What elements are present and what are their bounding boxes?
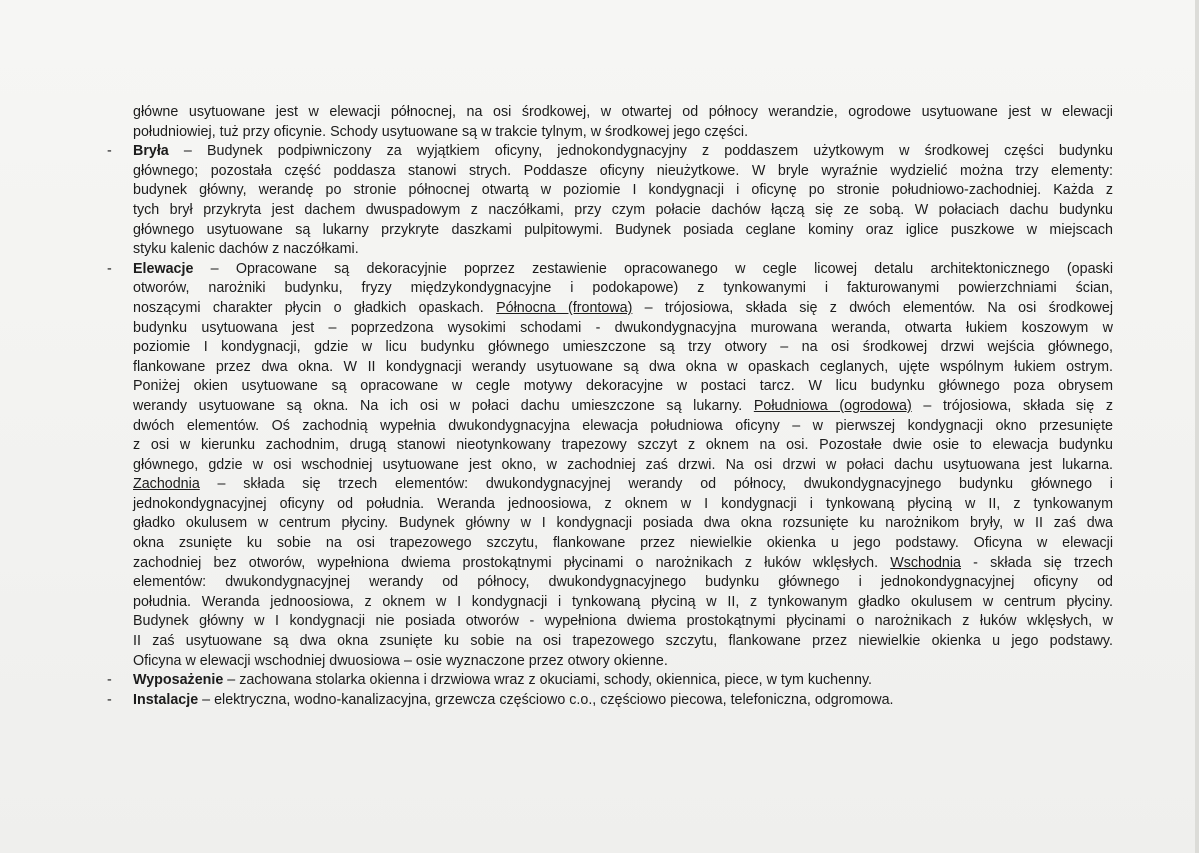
- text-line: [107, 612, 1113, 632]
- text-line: [107, 201, 1113, 221]
- text-run: II zaś usytuowane są dwa okna zsunięte ku sobie na osi trapezowego szczytu, flankowane przez niewielkie okienka u jego podstawy.: [133, 633, 1113, 650]
- text-run: – zachowana stolarka okienna i drzwiowa wraz z okuciami, schody, okiennica, piece, w tym kuchenny.: [223, 672, 873, 689]
- bullet-dash: -: [107, 691, 112, 708]
- text-line: [107, 417, 1113, 437]
- section-elewacje: [107, 260, 1113, 671]
- document-body: [107, 103, 1113, 710]
- text-line: [107, 260, 1113, 280]
- subheading-underlined: Zachodnia: [133, 476, 200, 493]
- bullet-dash: -: [107, 143, 112, 160]
- text-run: dwóch elementów. Oś zachodnią wypełnia dwukondygnacyjna elewacja południowa oficyny – w pierwszej kondygnacji okno przesunięte: [133, 417, 1113, 434]
- text-run: – elektryczna, wodno-kanalizacyjna, grzewcza częściowo c.o., częściowo piecowa, telefoniczna, odgromowa.: [198, 691, 894, 708]
- text-run: poziomie I kondygnacji, gdzie w licu budynku głównego umieszczone są trzy otwory – na osi środkowej drzwi wejścia głównego,: [133, 339, 1113, 356]
- text-run: głównego usytuowane są lukarny przykryte daszkami pulpitowymi. Budynek posiada ceglane kominy oraz iglice puszkowe w miejscach: [133, 221, 1113, 238]
- text-run: zachodniej bez otworów, wypełniona dwiema prostokątnymi płycinami o narożnikach z łuków wklęsłych.: [133, 554, 891, 571]
- text-line: [107, 142, 1113, 162]
- text-run: głównego; pozostała część poddasza stanowi strych. Poddasze oficyny nieużytkowe. W bryle wyraźnie wydzielić można trzy elementy:: [133, 162, 1113, 179]
- text-run: Poniżej okien usytuowane są opracowane w cegle motywy dekoracyjne w postaci tarcz. W licu budynku głównego poza obrysem: [133, 378, 1113, 395]
- section-wyposa-enie: [107, 671, 1113, 691]
- text-run: Budynek główny w I kondygnacji nie posiada otworów - wypełniona dwiema prostokątnymi płycinami o narożnikach z łuków wklęsłych, w: [133, 613, 1113, 630]
- text-line: [107, 495, 1113, 515]
- section-heading: Wyposażenie: [133, 672, 224, 689]
- text-run: głównego, gdzie w osi wschodniej usytuowane jest okno, w zachodniej zaś drzwi. Na osi drzwi w połaci dachu usytuowana jest lukarna.: [133, 456, 1113, 473]
- subheading-underlined: Wschodnia: [890, 554, 961, 571]
- text-line: [107, 475, 1113, 495]
- text-line: południowiej, tuż przy oficynie. Schody usytuowane są w trakcie tylnym, w środkowej jego części.: [133, 123, 749, 140]
- text-run: – Budynek podpiwniczony za wyjątkiem oficyny, jednokondygnacyjny z poddaszem użytkowym w środkowej części budynku: [168, 143, 1113, 160]
- text-line: [107, 436, 1113, 456]
- text-run: noszącymi charakter płycin o gładkich opaskach.: [133, 299, 497, 316]
- text-run: flankowane przez dwa okna. W II kondygnacji werandy usytuowane są dwa okna w opaskach ceglanych, ujęte wspólnym łukiem ostrym.: [133, 358, 1113, 375]
- text-run: – Opracowane są dekoracyjnie poprzez zestawienie opracowanego w cegle licowej detalu architektonicznego (opaski: [193, 260, 1113, 277]
- text-line: [107, 691, 1113, 711]
- text-line: [107, 319, 1113, 339]
- text-line: główne usytuowane jest w elewacji północnej, na osi środkowej, w otwartej od północy werandzie, ogrodowe usytuowane jest w elewacji: [133, 104, 1113, 120]
- text-line: [107, 554, 1113, 574]
- text-run: budynku usytuowana jest – poprzedzona wysokimi schodami - dwukondygnacyjna murowana weranda, otwarta łukiem koszowym w: [133, 319, 1113, 336]
- text-run: styku kalenic dachów z naczółkami.: [133, 241, 359, 258]
- text-run: – składa się trzech elementów: dwukondygnacyjnej werandy od północy, dwukondygnacyjnego budynku głównego i: [199, 476, 1113, 493]
- text-run: budynek główny, werandę po stronie północnej otwartą w poziomie I kondygnacji i oficynę po stronie południowo-zachodniej. Każda z: [133, 182, 1113, 199]
- text-line: [107, 534, 1113, 554]
- text-run: werandy usytuowane są okna. Na ich osi w połaci dachu umieszczone są lukarny.: [133, 397, 754, 414]
- text-run: jednokondygnacyjnej oficyny od południa. Weranda jednoosiowa, z oknem w I kondygnacji i tynkowaną płyciną w II, z tynkowanym: [133, 495, 1113, 512]
- section-heading: Elewacje: [133, 260, 194, 277]
- text-line: [107, 358, 1113, 378]
- intro-paragraph: [107, 103, 1113, 142]
- text-run: z osi w kierunku zachodnim, drugą stanowi nieotynkowany trapezowy szczyt z oknem na osi. Pozostałe dwie osie to elewacja budynku: [133, 437, 1113, 454]
- text-run: – trójosiowa, składa się z dwóch elementów. Na osi środkowej: [632, 299, 1114, 316]
- text-run: - składa się trzech: [960, 554, 1113, 571]
- section-heading: Instalacje: [133, 691, 199, 708]
- text-line: [107, 456, 1113, 476]
- text-run: okna zsunięte ku sobie na osi trapezowego szczytu, flankowane przez niewielkie okienka u jego podstawy. Oficyna w elewacji: [133, 535, 1113, 552]
- text-run: – trójosiowa, składa się z: [911, 397, 1113, 414]
- text-run: elementów: dwukondygnacyjnej werandy od północy, dwukondygnacyjnego budynku głównego i jednokondygnacyjnej oficyny od: [133, 574, 1113, 591]
- text-run: tych brył przykryta jest dachem dwuspadowym z naczółkami, przy czym połacie dachów łączą się ze sobą. W połaciach dachu budynku: [133, 201, 1113, 218]
- text-line: [107, 514, 1113, 534]
- section-heading: Bryła: [133, 143, 169, 160]
- text-line: [107, 397, 1113, 417]
- text-line: [107, 299, 1113, 319]
- text-line: [107, 632, 1113, 652]
- sections-list: [107, 142, 1113, 710]
- text-line: [107, 338, 1113, 358]
- text-run: gładko okulusem w centrum płyciny. Budynek główny w I kondygnacji posiada dwa okna rozsunięte ku narożnikom bryły, w II zaś dwa: [133, 515, 1113, 532]
- text-line: [107, 181, 1113, 201]
- text-line: [107, 279, 1113, 299]
- text-run: południa. Weranda jednoosiowa, z oknem w I kondygnacji i tynkowaną płyciną w II, z tynkowanym gładko okulusem w centrum płyciny.: [133, 593, 1113, 610]
- text-line: [107, 162, 1113, 182]
- bullet-dash: -: [107, 672, 112, 689]
- text-line: [107, 671, 1113, 691]
- text-line: [107, 652, 1113, 672]
- text-line: [107, 221, 1113, 241]
- text-line: [107, 573, 1113, 593]
- section-bry-a: [107, 142, 1113, 260]
- text-run: otworów, narożniki budynku, fryzy międzykondygnacyjne i podokapowe) z tynkowanymi i fakturowanymi powierzchniami ścian,: [133, 280, 1113, 297]
- text-run: Oficyna w elewacji wschodniej dwuosiowa – osie wyznaczone przez otwory okienne.: [133, 652, 668, 669]
- text-line: [107, 377, 1113, 397]
- text-line: [107, 593, 1113, 613]
- subheading-underlined: Północna (frontowa): [496, 299, 633, 316]
- bullet-dash: -: [107, 260, 112, 277]
- subheading-underlined: Południowa (ogrodowa): [753, 397, 912, 414]
- section-instalacje: [107, 691, 1113, 711]
- text-line: [107, 240, 1113, 260]
